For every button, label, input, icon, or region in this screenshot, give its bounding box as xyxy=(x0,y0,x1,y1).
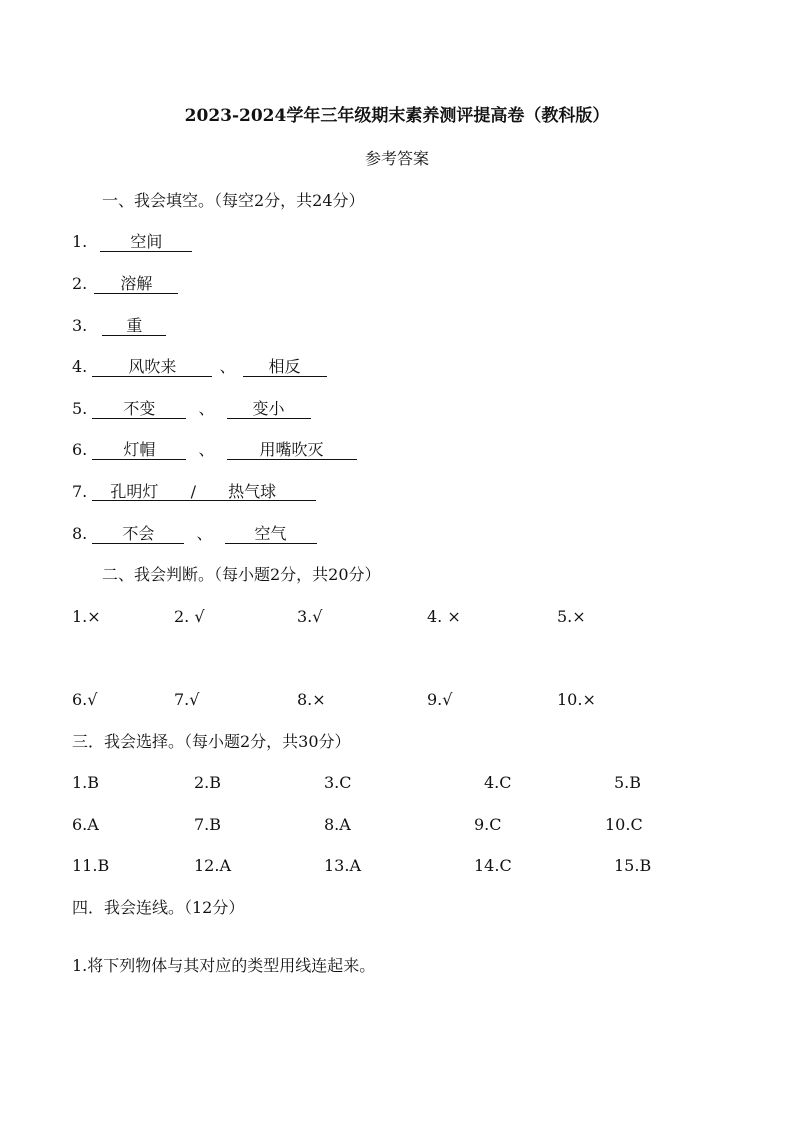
choice-answer: 9.C xyxy=(474,815,502,834)
fill-item-number: 4. xyxy=(72,357,88,376)
fill-separator: 、 xyxy=(219,357,236,376)
fill-item-1 xyxy=(72,232,192,252)
choice-answer: 6.A xyxy=(72,815,99,834)
judge-answer: 2. √ xyxy=(174,607,205,626)
fill-answer: 孔明灯 xyxy=(110,482,159,501)
judge-answer: 1.× xyxy=(72,607,101,626)
choice-answer: 5.B xyxy=(614,773,642,792)
choice-answer: 13.A xyxy=(324,856,361,875)
choice-answer: 1.B xyxy=(72,773,100,792)
choice-answer: 8.A xyxy=(324,815,351,834)
fill-item-3 xyxy=(72,316,166,336)
judge-answer: 9.√ xyxy=(427,690,453,709)
section4-question-1: 1.将下列物体与其对应的类型用线连起来。 xyxy=(72,956,376,975)
document-title: 2023-2024学年三年级期末素养测评提高卷（教科版） xyxy=(184,106,610,126)
judge-answer: 7.√ xyxy=(174,690,200,709)
choice-answer: 10.C xyxy=(605,815,643,834)
judge-answer: 8.× xyxy=(297,690,326,709)
fill-answer: 相反 xyxy=(243,357,327,377)
section1-heading: 一、我会填空。（每空2分，共24分） xyxy=(102,191,365,210)
fill-answer: 风吹来 xyxy=(92,357,212,377)
fill-item-5 xyxy=(72,399,311,419)
fill-item-6 xyxy=(72,440,357,460)
fill-separator: 、 xyxy=(196,524,213,543)
judge-answer: 3.√ xyxy=(297,607,323,626)
fill-item-number: 5. xyxy=(72,399,88,418)
fill-item-number: 3. xyxy=(72,316,88,335)
choice-answer: 11.B xyxy=(72,856,110,875)
choice-answer: 4.C xyxy=(484,773,512,792)
fill-item-number: 6. xyxy=(72,440,88,459)
fill-item-2 xyxy=(72,274,178,294)
fill-answer: 溶解 xyxy=(94,274,178,294)
section4-heading: 四．我会连线。（12分） xyxy=(72,898,245,917)
fill-item-number: 7. xyxy=(72,482,88,501)
fill-answer: 不会 xyxy=(92,524,184,544)
document-subtitle: 参考答案 xyxy=(364,149,429,168)
choice-answer: 15.B xyxy=(614,856,652,875)
judge-answer: 6.√ xyxy=(72,690,98,709)
fill-item-8 xyxy=(72,524,317,544)
choice-answer: 12.A xyxy=(194,856,231,875)
fill-answer: 重 xyxy=(102,316,166,336)
fill-item-number: 2. xyxy=(72,274,88,293)
choice-answer: 2.B xyxy=(194,773,222,792)
choice-answer: 3.C xyxy=(324,773,352,792)
choice-answer: 7.B xyxy=(194,815,222,834)
fill-item-4 xyxy=(72,357,327,377)
fill-answer: 不变 xyxy=(92,399,186,419)
judge-answer: 5.× xyxy=(557,607,586,626)
fill-item-number: 8. xyxy=(72,524,88,543)
judge-answer: 10.× xyxy=(557,690,596,709)
choice-answer: 14.C xyxy=(474,856,512,875)
fill-answer: 空气 xyxy=(225,524,317,544)
fill-answer: 灯帽 xyxy=(92,440,186,460)
fill-item-7 xyxy=(72,482,316,502)
fill-answer-combined xyxy=(92,482,316,501)
fill-item-number: 1. xyxy=(72,232,88,251)
fill-answer: 热气球 xyxy=(228,482,277,501)
fill-separator: / xyxy=(190,482,196,501)
fill-separator: 、 xyxy=(198,440,215,459)
fill-answer: 用嘴吹灭 xyxy=(227,440,357,460)
section3-heading: 三．我会选择。（每小题2分，共30分） xyxy=(72,732,351,751)
fill-separator: 、 xyxy=(198,399,215,418)
judge-answer: 4. × xyxy=(427,607,461,626)
fill-answer: 空间 xyxy=(100,232,192,252)
section2-heading: 二、我会判断。（每小题2分，共20分） xyxy=(102,565,381,584)
fill-answer: 变小 xyxy=(227,399,311,419)
